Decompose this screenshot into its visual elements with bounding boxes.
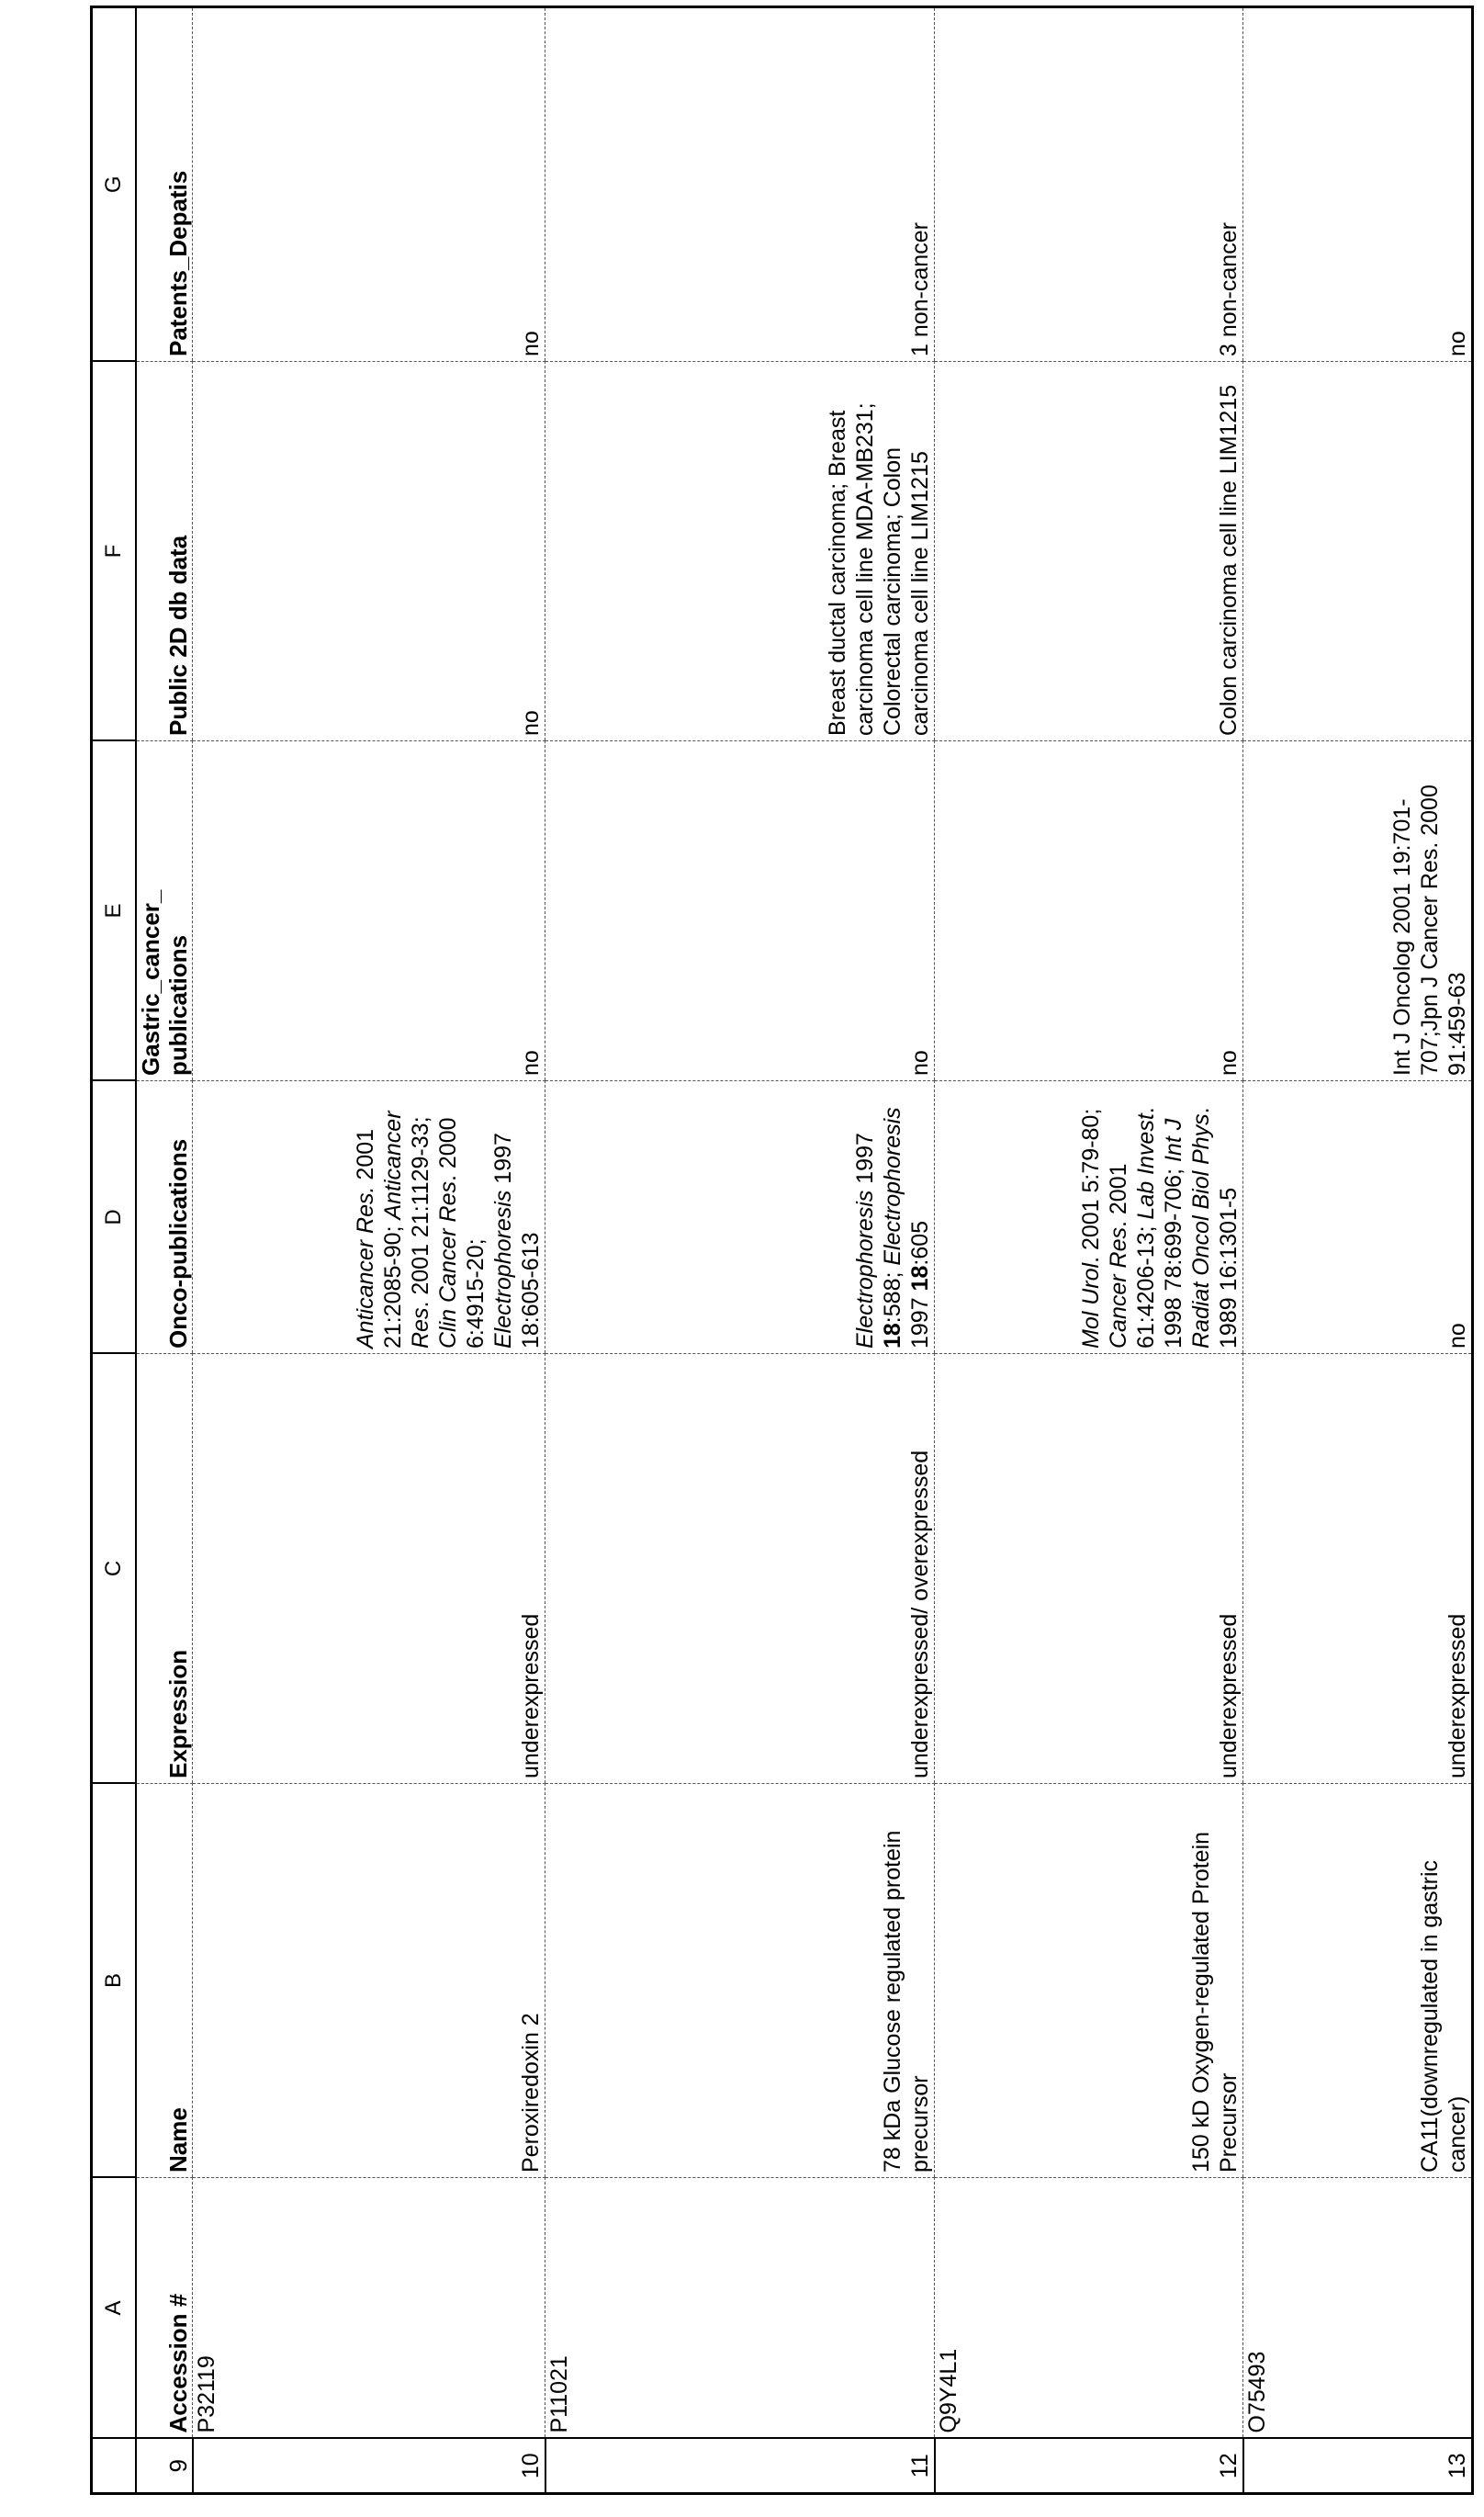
publication-text: Mol Urol xyxy=(1078,1263,1104,1349)
publication-text: 1997 xyxy=(852,1133,878,1191)
header-patents[interactable]: Patents_Depatis xyxy=(136,7,193,362)
publication-text: Anticancer Res. xyxy=(353,1187,378,1349)
table-row xyxy=(545,7,935,2494)
cell-patents[interactable]: no xyxy=(193,7,545,362)
cell-patents[interactable]: no xyxy=(1243,7,1473,362)
cell-accession[interactable]: O75493 xyxy=(1243,2178,1473,2439)
cell-public-2d[interactable]: no xyxy=(193,362,545,741)
corner-cell[interactable] xyxy=(92,2439,137,2494)
publication-text: 2001 21:2085-90; xyxy=(353,1129,406,1349)
publication-text: 1997 xyxy=(907,1291,933,1349)
cell-name[interactable]: 78 kDa Glucose regulated protein precursor xyxy=(545,1784,935,2178)
cell-gastric-publications[interactable]: no xyxy=(545,741,935,1081)
publication-text: Electrophoresis xyxy=(880,1107,905,1265)
cell-expression[interactable]: underexpressed xyxy=(935,1354,1243,1784)
cell-onco-publications[interactable] xyxy=(193,1081,545,1354)
cell-name[interactable]: 150 kD Oxygen-regulated Protein Precursor xyxy=(935,1784,1243,2178)
cell-patents[interactable]: 3 non-cancer xyxy=(935,7,1243,362)
cell-gastric-publications[interactable]: no xyxy=(193,741,545,1081)
row-number[interactable]: 9 xyxy=(136,2439,193,2494)
publication-text: . 2001 5:79-80; xyxy=(1078,1109,1104,1263)
header-gastric-publications[interactable]: Gastric_cancer_ publications xyxy=(136,741,193,1081)
publication-text: 18 xyxy=(880,1323,905,1349)
cell-expression[interactable]: underexpressed/ overexpressed xyxy=(545,1354,935,1784)
publication-text: . 1998 78:699-706; xyxy=(1133,1107,1186,1349)
column-header-a[interactable]: A xyxy=(92,2178,137,2439)
row-number[interactable]: 12 xyxy=(935,2439,1243,2494)
publication-text: Cancer Res xyxy=(1106,1227,1131,1349)
cell-onco-publications[interactable] xyxy=(545,1081,935,1354)
row-number[interactable]: 13 xyxy=(1243,2439,1473,2494)
publication-text: no xyxy=(1445,1323,1470,1349)
rotated-spreadsheet xyxy=(90,6,1474,2495)
column-header-e[interactable]: E xyxy=(92,741,137,1081)
publication-text: Lab Invest xyxy=(1133,1113,1159,1219)
column-header-d[interactable]: D xyxy=(92,1081,137,1354)
publication-text: . 1989 16:1301-5 xyxy=(1188,1107,1242,1349)
publication-text: 1997 18:605-613 xyxy=(490,1133,544,1349)
table-row xyxy=(935,7,1243,2494)
publication-text: Int J Radiat Oncol Biol Phys xyxy=(1161,1113,1214,1349)
publication-text: Electrophoresis xyxy=(490,1191,516,1349)
header-onco-publications[interactable]: Onco-publications xyxy=(136,1081,193,1354)
header-public-2d[interactable]: Public 2D db data xyxy=(136,362,193,741)
column-letters-row xyxy=(92,7,137,2494)
cell-accession[interactable]: P11021 xyxy=(545,2178,935,2439)
table-row xyxy=(193,7,545,2494)
row-number[interactable]: 11 xyxy=(545,2439,935,2494)
cell-onco-publications[interactable] xyxy=(935,1081,1243,1354)
row-number[interactable]: 10 xyxy=(193,2439,545,2494)
header-expression[interactable]: Expression xyxy=(136,1354,193,1784)
cell-expression[interactable]: underexpressed xyxy=(1243,1354,1473,1784)
cell-public-2d[interactable] xyxy=(1243,362,1473,741)
header-name[interactable]: Name xyxy=(136,1784,193,2178)
publication-text: 18 xyxy=(907,1266,933,1292)
publication-text: :605 xyxy=(907,1221,933,1266)
publication-text: :588; xyxy=(880,1266,905,1324)
spreadsheet-table xyxy=(90,6,1474,2495)
publication-text: Clin Cancer Res xyxy=(435,1181,461,1349)
header-row xyxy=(136,7,193,2494)
publication-text: Electrophoresis xyxy=(852,1191,878,1349)
cell-public-2d[interactable]: Colon carcinoma cell line LIM1215 xyxy=(935,362,1243,741)
cell-accession[interactable]: Q9Y4L1 xyxy=(935,2178,1243,2439)
publication-text: . 2001 61:4206-13; xyxy=(1106,1163,1159,1349)
column-header-c[interactable]: C xyxy=(92,1354,137,1784)
cell-gastric-publications[interactable]: no xyxy=(935,741,1243,1081)
cell-onco-publications[interactable] xyxy=(1243,1081,1473,1354)
header-accession[interactable]: Accession # xyxy=(136,2178,193,2439)
cell-gastric-publications[interactable]: Int J Oncolog 2001 19:701-707;Jpn J Cancer Res. 2000 91:459-63 xyxy=(1243,741,1473,1081)
table-row xyxy=(1243,7,1473,2494)
publication-text: . 2001 21:1129-33; xyxy=(408,1116,433,1307)
column-header-b[interactable]: B xyxy=(92,1784,137,2178)
publication-text: Anticancer Res xyxy=(380,1111,433,1349)
column-header-g[interactable]: G xyxy=(92,7,137,362)
cell-name[interactable]: CA11(downregulated in gastric cancer) xyxy=(1243,1784,1473,2178)
cell-accession[interactable]: P32119 xyxy=(193,2178,545,2439)
cell-public-2d[interactable]: Breast ductal carcinoma; Breast carcinoma cell line MDA-MB231; Colorectal carcinoma; Colon carcinoma cell line LIM1215 xyxy=(545,362,935,741)
cell-name[interactable]: Peroxiredoxin 2 xyxy=(193,1784,545,2178)
column-header-f[interactable]: F xyxy=(92,362,137,741)
publication-text: . 2000 6:4915-20; xyxy=(435,1117,489,1349)
cell-expression[interactable]: underexpressed xyxy=(193,1354,545,1784)
cell-patents[interactable]: 1 non-cancer xyxy=(545,7,935,362)
